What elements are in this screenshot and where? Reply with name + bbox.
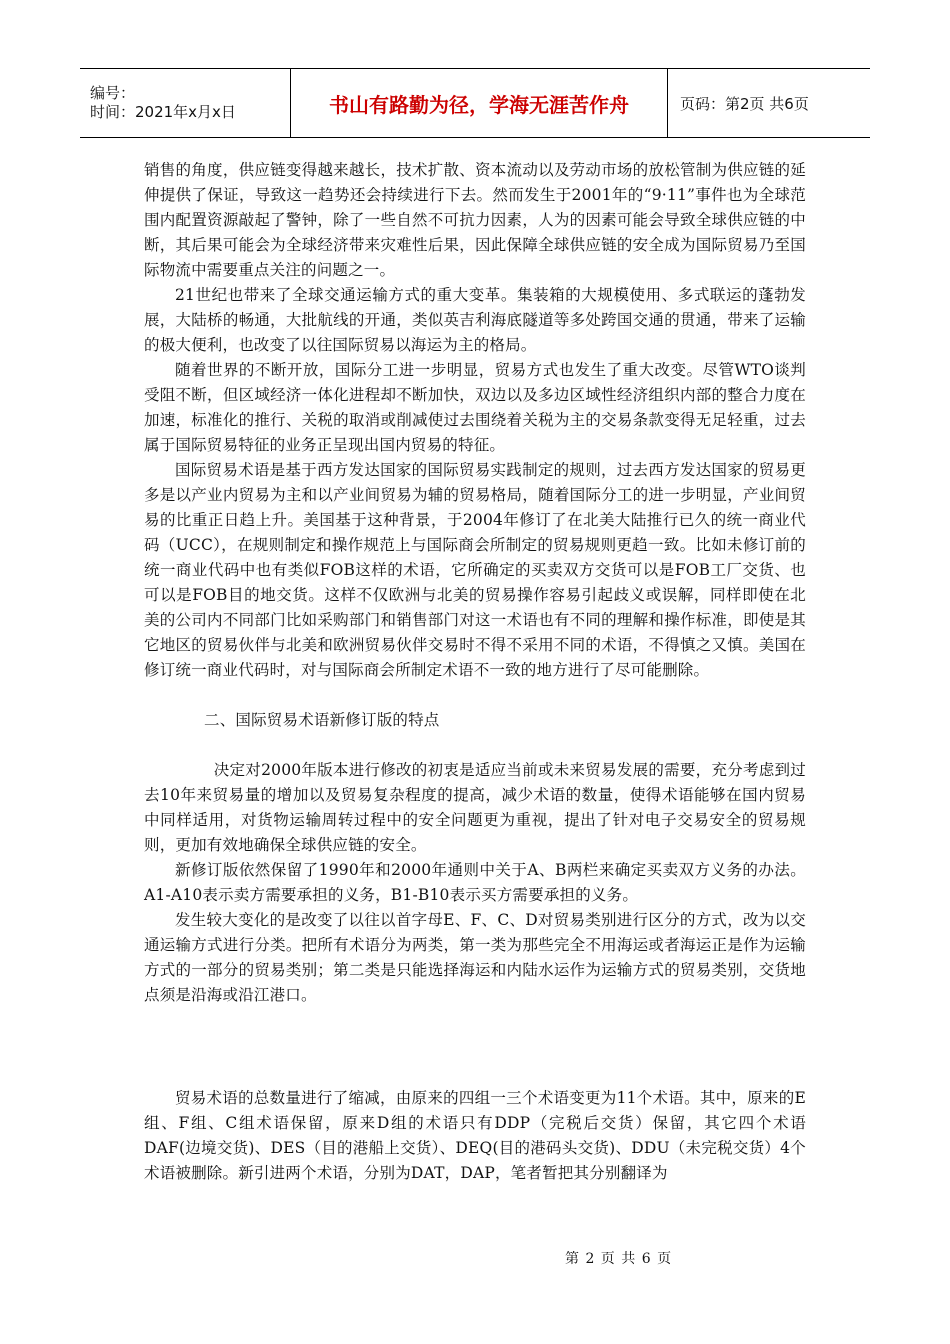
section-heading: 二、国际贸易术语新修订版的特点 <box>204 711 440 729</box>
paragraph: 销售的角度，供应链变得越来越长，技术扩散、资本流动以及劳动市场的放松管制为供应链的延伸提供了保证，导致这一趋势还会持续进行下去。然而发生于2001年的“9·11”事件也为全球范围内配置资源敲起了警钟，除了一些自然不可抗力因素，人为的因素可能会导致全球供应链的中断，其后果可能会为全球经济带来灾难性后果，因此保障全球供应链的安全成为国际贸易乃至国际物流中需要重点关注的问题之一。 <box>144 161 806 279</box>
document-body <box>144 158 806 1186</box>
paragraph: 发生较大变化的是改变了以往以首字母E、F、C、D对贸易类别进行区分的方式，改为以交通运输方式进行分类。把所有术语分为两类，第一类为那些完全不用海运或者海运正是作为运输方式的一部分的贸易类别；第二类是只能选择海运和内陆水运作为运输方式的贸易类别，交货地点须是沿海或沿江港口。 <box>144 911 806 1004</box>
paragraph: 新修订版依然保留了1990年和2000年通则中关于A、B两栏来确定买卖双方义务的办法。A1-A10表示卖方需要承担的义务，B1-B10表示买方需要承担的义务。 <box>144 861 806 904</box>
document-date-label: 时间：2021年x月x日 <box>90 103 236 121</box>
paragraph: 21世纪也带来了全球交通运输方式的重大变革。集装箱的大规模使用、多式联运的蓬勃发展，大陆桥的畅通，大批航线的开通，类似英吉利海底隧道等多处跨国交通的贯通，带来了运输的极大便利，也改变了以往国际贸易以海运为主的格局。 <box>144 286 806 354</box>
page-footer: 第 2 页 共 6 页 <box>565 1251 673 1267</box>
document-number-label: 编号： <box>90 84 136 102</box>
paragraph: 贸易术语的总数量进行了缩减，由原来的四组一三个术语变更为11个术语。其中，原来的E组、F组、C组术语保留，原来D组的术语只有DDP（完税后交货）保留，其它四个术语DAF(边境交货)、DES（目的港船上交货）、DEQ(目的港码头交货)、DDU（未完税交货）4个术语被删除。新引进两个术语，分别为DAT，DAP，笔者暂把其分别翻译为 <box>144 1089 806 1182</box>
paragraph: 国际贸易术语是基于西方发达国家的国际贸易实践制定的规则，过去西方发达国家的贸易更多是以产业内贸易为主和以产业间贸易为辅的贸易格局，随着国际分工的进一步明显，产业间贸易的比重正日趋上升。美国基于这种背景，于2004年修订了在北美大陆推行已久的统一商业代码（UCC），在规则制定和操作规范上与国际商会所制定的贸易规则更趋一致。比如未修订前的统一商业代码中也有类似FOB这样的术语，它所确定的买卖双方交货可以是FOB工厂交货、也可以是FOB目的地交货。这样不仅欧洲与北美的贸易操作容易引起歧义或误解，同样即使在北美的公司内不同部门比如采购部门和销售部门对这一术语也有不同的理解和操作标准，即使是其它地区的贸易伙伴与北美和欧洲贸易伙伴交易时不得不采用不同的术语，不得慎之又慎。美国在修订统一商业代码时，对与国际商会所制定术语不一致的地方进行了尽可能删除。 <box>144 461 806 679</box>
header-page-label: 页码：第2页 共6页 <box>680 94 809 113</box>
paragraph: 决定对2000年版本进行修改的初衷是适应当前或未来贸易发展的需要，充分考虑到过去10年来贸易量的增加以及贸易复杂程度的提高，减少术语的数量，使得术语能够在国内贸易中同样适用，对货物运输周转过程中的安全问题更为重视，提出了针对电子交易安全的贸易规则，更加有效地确保全球供应链的安全。 <box>144 761 806 854</box>
header-motto: 书山有路勤为径，学海无涯苦作舟 <box>291 69 668 137</box>
header-meta <box>80 69 291 137</box>
page-header <box>80 68 870 138</box>
paragraph: 随着世界的不断开放，国际分工进一步明显，贸易方式也发生了重大改变。尽管WTO谈判受阻不断，但区域经济一体化进程却不断加快，双边以及多边区域性经济组织内部的整合力度在加速，标准化的推行、关税的取消或削减使过去围绕着关税为主的交易条款变得无足轻重，过去属于国际贸易特征的业务正呈现出国内贸易的特征。 <box>144 361 806 454</box>
